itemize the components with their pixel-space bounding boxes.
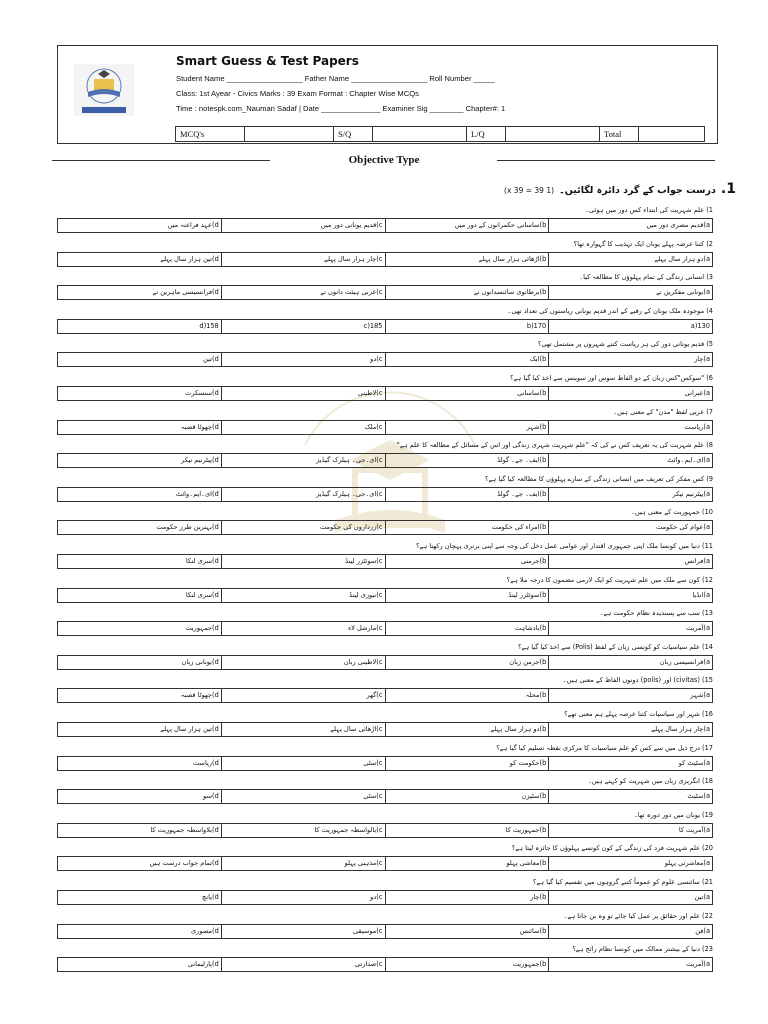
question-row	[57, 307, 713, 336]
option-c[interactable]: c)نیوزی لینڈ	[221, 589, 385, 602]
section-marks: (1 x 39 = 39)	[504, 186, 555, 195]
question-row	[57, 945, 713, 974]
options-row	[57, 453, 713, 468]
question-stem: 5) قدیم یونانی دور کی ہر ریاست کتنے شہروں پر مشتمل تھی؟	[537, 340, 713, 349]
option-a[interactable]: a)آمریت	[548, 622, 712, 635]
option-c[interactable]: c)زرداروں کی حکومت	[221, 521, 385, 534]
divider-right	[497, 160, 715, 161]
question-row	[57, 408, 713, 437]
option-d[interactable]: d)فرانسیسی ماہرین نے	[152, 288, 219, 297]
option-d[interactable]: d)ای۔ایم۔وائٹ	[175, 489, 219, 498]
option-c[interactable]: c)بالواسطہ جمہوریت کا	[221, 824, 385, 837]
option-c[interactable]: c)ای۔جی۔ ہیلرک گیڈیز	[221, 454, 385, 467]
option-b[interactable]: b)سٹیزن	[385, 790, 549, 803]
options-row	[57, 252, 713, 267]
option-a[interactable]: a)عبرانی	[548, 387, 712, 400]
option-d[interactable]: d)سو	[203, 792, 219, 801]
option-c[interactable]: c)عربی ہیئت دانوں نے	[221, 286, 385, 299]
option-b[interactable]: b)دو ہزار سال پہلے	[385, 723, 549, 736]
question-row	[57, 643, 713, 672]
option-c[interactable]: c)مذہبی پہلو	[221, 857, 385, 870]
sq-label: S/Q	[334, 127, 373, 142]
option-d[interactable]: d)ریاست	[192, 758, 219, 767]
option-a[interactable]: a)قدیم مصری دور میں	[548, 219, 712, 232]
option-c[interactable]: c)قدیم یونانی دور میں	[221, 219, 385, 232]
option-a[interactable]: a)تین	[548, 891, 712, 904]
class-info-line: Class: 1st Ayear - Civics Marks : 39 Exam Format : Chapter Wise MCQs	[176, 89, 419, 98]
question-row	[57, 878, 713, 907]
option-b[interactable]: b)سوئٹزر لینڈ	[385, 589, 549, 602]
option-b[interactable]: b)ایک	[385, 353, 549, 366]
option-a[interactable]: a)ای۔ایم۔وائٹ	[548, 454, 712, 467]
option-d[interactable]: d)پارلیمانی	[187, 960, 219, 969]
options-row	[57, 957, 713, 972]
option-d[interactable]: d)تین ہزار سال پہلے	[160, 725, 219, 733]
total-label: Total	[600, 127, 639, 142]
option-b[interactable]: b)محلہ	[385, 689, 549, 702]
option-a[interactable]: a)آمریت کا	[548, 824, 712, 837]
question-row	[57, 912, 713, 941]
option-b[interactable]: b)جرمنی	[385, 555, 549, 568]
option-d[interactable]: d)چھوٹا قصبہ	[180, 691, 219, 700]
paper-title: Smart Guess & Test Papers	[176, 54, 359, 68]
option-d[interactable]: d)مصوری	[190, 926, 219, 935]
option-a[interactable]: a)انڈیا	[548, 589, 712, 602]
question-stem: 22) علم اور حقائق پر عمل کیا جائے تو وہ بن جاتا ہے۔	[563, 911, 713, 920]
option-d[interactable]: d)پیٹرنیم نیکر	[181, 456, 219, 465]
question-stem: 21) سائنسی علوم کو عموماً کتنے گروہوں میں تقسیم کیا گیا ہے؟	[532, 878, 713, 886]
question-row	[57, 273, 713, 302]
option-d[interactable]: d)بہترین طرز حکومت	[156, 523, 219, 532]
option-a[interactable]: a)شہر	[548, 689, 712, 702]
option-c[interactable]: c)گھر	[221, 689, 385, 702]
options-row	[57, 285, 713, 300]
question-stem: 7) عربی لفظ "مدن" کے معنی ہیں۔	[613, 407, 713, 416]
question-stem: 17) درج ذیل میں سے کس کو علم سیاسیات کا مرکزی نقطہ تسلیم کیا گیا ہے؟	[496, 743, 713, 752]
options-row	[57, 756, 713, 771]
options-row	[57, 722, 713, 737]
option-d[interactable]: d)سنسکرت	[185, 389, 219, 397]
options-row	[57, 352, 713, 367]
option-b[interactable]: b)معاشی پہلو	[385, 857, 549, 870]
option-d[interactable]: d)بلاواسطہ جمہوریت کا	[150, 825, 219, 834]
option-c[interactable]: c)چار ہزار سال پہلے	[221, 253, 385, 266]
option-b[interactable]: b)جمہوریت	[385, 958, 549, 971]
question-stem: 19) یونان میں دور دورہ تھا۔	[633, 810, 713, 819]
options-row	[57, 554, 713, 569]
option-d[interactable]: d)عہد فراعنہ میں	[167, 221, 219, 229]
option-c[interactable]: c)لاطینی زبان	[221, 656, 385, 669]
option-a[interactable]: a)ریاست	[548, 421, 712, 434]
question-stem: 18) انگریزی زبان میں شہریت کو کہتے ہیں۔	[587, 777, 713, 786]
question-row	[57, 576, 713, 605]
option-d[interactable]: d)پانچ	[202, 893, 219, 901]
option-a[interactable]: a)فرانسیسی زبان	[548, 656, 712, 669]
options-row	[57, 688, 713, 703]
options-row	[57, 856, 713, 871]
option-b[interactable]: b)حکومت کو	[385, 757, 549, 770]
question-stem: 6) "سوکس"کس زبان کے دو الفاظ سوس اور سوینس سے اخذ کیا گیا ہے؟	[510, 374, 713, 382]
option-b[interactable]: b)چار	[385, 891, 549, 904]
option-a[interactable]: a)یونانی مفکرین نے	[548, 286, 712, 299]
options-row	[57, 218, 713, 233]
option-c[interactable]: c)دو	[221, 353, 385, 366]
option-c[interactable]: c)ای۔جی۔ ہیلرک گیڈیز	[221, 488, 385, 501]
option-d[interactable]: d)سری لنکا	[185, 590, 219, 599]
option-d[interactable]: d)158	[199, 321, 219, 330]
option-a[interactable]: a)معاشرتی پہلو	[548, 857, 712, 870]
option-c[interactable]: c)صدارتی	[221, 958, 385, 971]
option-a[interactable]: a)آمریت	[548, 958, 712, 971]
option-c[interactable]: c)سوئٹزر لینڈ	[221, 555, 385, 568]
option-d[interactable]: d)جمہوریت	[185, 624, 219, 633]
option-d[interactable]: d)تین ہزار سال پہلے	[160, 254, 219, 263]
question-row	[57, 206, 713, 235]
objective-title: Objective Type	[348, 154, 420, 166]
question-row	[57, 374, 713, 403]
option-c[interactable]: c)لاطینی	[221, 387, 385, 400]
options-row	[57, 890, 713, 905]
question-stem: 23) دنیا کے بیشتر ممالک میں کونسا نظام رائج ہے؟	[572, 945, 713, 954]
option-b[interactable]: b)برطانوی سائنسدانوں نے	[385, 286, 549, 299]
mcqs-label: MCQ's	[176, 127, 245, 142]
options-row	[57, 655, 713, 670]
option-a[interactable]: a)چار ہزار سال پہلے	[548, 723, 712, 736]
question-stem: 11) دنیا میں کونسا ملک اپنی جمہوری اقتدار اور عوامی عمل دخل کی وجہ سے اپنی برتری پہچان رکھتا ہے؟	[415, 542, 713, 550]
question-row	[57, 811, 713, 840]
options-row	[57, 823, 713, 838]
option-a[interactable]: a)دو ہزار سال پہلے	[548, 253, 712, 266]
question-row	[57, 340, 713, 369]
option-c[interactable]: c)دو	[221, 891, 385, 904]
section-heading	[504, 178, 736, 197]
options-row	[57, 386, 713, 401]
option-d[interactable]: d)تین	[203, 355, 219, 364]
option-b[interactable]: b)ساسانی حکمرانوں کے دور میں	[385, 219, 549, 232]
question-stem: 10) جمہوریت کے معنی ہیں۔	[631, 508, 713, 517]
option-a[interactable]: a)سٹیٹ	[548, 790, 712, 803]
question-row	[57, 441, 713, 470]
option-a[interactable]: a)سٹیٹ کو	[548, 757, 712, 770]
question-row	[57, 609, 713, 638]
question-row	[57, 676, 713, 705]
question-stem: 1) علم شہریت کی ابتداء کس دور میں ہوئی۔	[585, 206, 713, 214]
option-c[interactable]: c)ملک	[221, 421, 385, 434]
option-c[interactable]: c)مارشل لاء	[221, 622, 385, 635]
options-row	[57, 420, 713, 435]
question-row	[57, 744, 713, 773]
student-info-line: Student Name __________________ Father Name __________________ Roll Number _____	[176, 74, 495, 83]
option-c[interactable]: c)سٹی	[221, 790, 385, 803]
lq-label: L/Q	[467, 127, 506, 142]
option-b[interactable]: b)ایف۔ جے۔ گولڈ	[385, 488, 549, 501]
section-instruction: درست جواب کے گرد دائرہ لگائیں۔	[559, 185, 716, 196]
option-d[interactable]: d)یونانی زبان	[181, 657, 219, 666]
question-stem: 3) انسانی زندگی کے تمام پہلوؤں کا مطالعہ کیا۔	[579, 273, 713, 282]
time-info-line: Time : notespk.com_Nauman Sadaf | Date ______________ Examiner Sig ________ Chapter#: 1	[176, 104, 506, 113]
option-b[interactable]: b)جرمن زبان	[385, 656, 549, 669]
question-stem: 16) شہر اور سیاسیات کتنا عرصہ پہلے ہم معنی تھے؟	[564, 710, 713, 718]
question-stem: 8) علم شہریت کی یہ تعریف کس نے کی کہ "علم شہریت شہری زندگی اور اس کے مسائل کے مطالعہ کا علم ہے"	[396, 441, 713, 450]
question-stem: 15) (civitas) اور (polis) دونوں الفاظ کے معنی ہیں۔	[562, 676, 713, 685]
option-b[interactable]: b)ایف۔ جے۔ گولڈ	[385, 454, 549, 467]
question-stem: 14) علم سیاسیات کو کونسی زبان کے لفظ (Polis) سے اخذ کیا گیا ہے؟	[517, 642, 713, 651]
option-b[interactable]: b)اڑھائی ہزار سال پہلے	[385, 253, 549, 266]
question-row	[57, 542, 713, 571]
option-a[interactable]: a)فن	[548, 925, 712, 938]
option-c[interactable]: c)موسیقی	[221, 925, 385, 938]
question-row	[57, 777, 713, 806]
question-row	[57, 844, 713, 873]
notespk-logo	[74, 64, 134, 116]
options-row	[57, 319, 713, 334]
option-c[interactable]: c)سٹی	[221, 757, 385, 770]
question-stem: 12) کون سے ملک میں علم شہریت کو ایک لازمی مضمون کا درجہ ملا ہے؟	[506, 575, 713, 584]
question-row	[57, 508, 713, 537]
option-b[interactable]: b)ساسانی	[385, 387, 549, 400]
options-row	[57, 520, 713, 535]
option-b[interactable]: b)سائنس	[385, 925, 549, 938]
option-a[interactable]: a)فرانس	[548, 555, 712, 568]
question-row	[57, 475, 713, 504]
options-row	[57, 588, 713, 603]
option-a[interactable]: a)عوام کی حکومت	[548, 521, 712, 534]
option-d[interactable]: d)سری لنکا	[185, 557, 219, 565]
question-row	[57, 240, 713, 269]
options-row	[57, 789, 713, 804]
options-row	[57, 924, 713, 939]
option-a[interactable]: a)پیٹرنیم نیکر	[548, 488, 712, 501]
option-a[interactable]: a)130	[548, 320, 712, 333]
option-d[interactable]: d)چھوٹا قصبہ	[180, 422, 219, 431]
option-b[interactable]: b)170	[385, 320, 549, 333]
option-b[interactable]: b)شہر	[385, 421, 549, 434]
options-row	[57, 621, 713, 636]
option-a[interactable]: a)چار	[548, 353, 712, 366]
option-b[interactable]: b)جمہوریت کا	[385, 824, 549, 837]
marks-summary-table	[175, 126, 705, 142]
option-b[interactable]: b)امراء کی حکومت	[385, 521, 549, 534]
question-stem: 13) سب سے پسندیدہ نظام حکومت ہے۔	[599, 609, 713, 618]
option-c[interactable]: c)185	[221, 320, 385, 333]
section-number: 1.	[720, 181, 736, 197]
question-stem: 20) علم شہریت فرد کی زندگی کے کون کونسے پہلوؤں کا جائزہ لیتا ہے؟	[511, 844, 713, 853]
option-d[interactable]: d)تمام جواب درست ہیں	[149, 859, 219, 868]
question-stem: 9) کس مفکر کی تعریف میں انسانی زندگی کے سارے پہلوؤں کا مطالعہ کیا گیا ہے؟	[485, 474, 713, 483]
option-b[interactable]: b)بادشاہت	[385, 622, 549, 635]
header-box	[57, 45, 718, 144]
question-stem: 2) کتنا عرصہ پہلے یونان ایک تہذیب کا گہوارہ تھا؟	[573, 239, 713, 248]
option-c[interactable]: c)اڑھائی سال پہلے	[221, 723, 385, 736]
question-stem: 4) موجودہ ملک یونان کے رقبے کے اندر قدیم یونانی ریاستوں کی تعداد تھی۔	[507, 306, 713, 315]
options-row	[57, 487, 713, 502]
question-row	[57, 710, 713, 739]
